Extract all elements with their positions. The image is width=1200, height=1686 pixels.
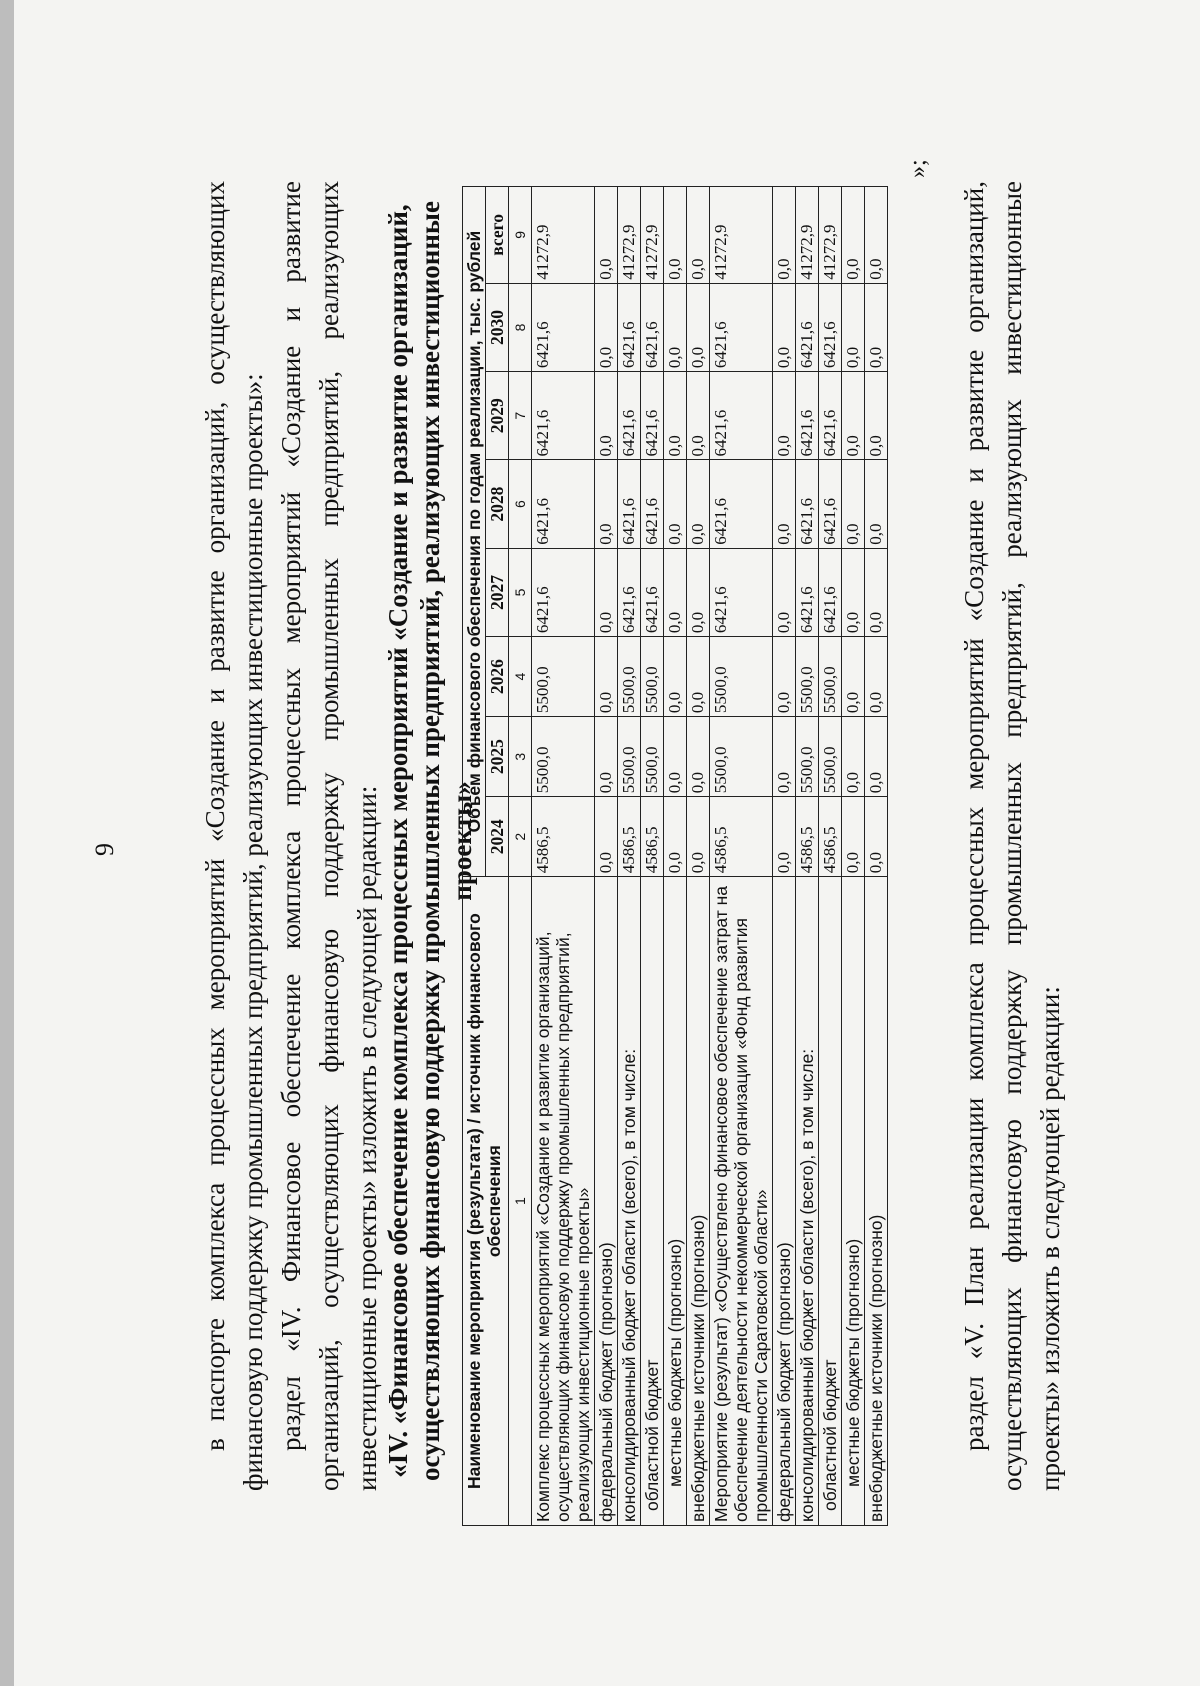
intro-paragraph-1: в паспорте комплекса процессных мероприятий «Создание и развитие организаций, осуществляющих финансовую поддержку промышленных предприятий, реализующих инвестиционные проекты»: [200,181,268,1491]
financing-table [462,186,888,1526]
col-header-year: 2026 [486,637,509,717]
col-header-year: 2027 [486,548,509,636]
row-label: консолидированный бюджет области (всего), в том числе: [796,877,819,1526]
value-cell: 41272,9 [710,187,773,284]
value-cell: 41272,9 [796,187,819,284]
page-number: 9 [90,843,119,856]
table-header-row [463,187,486,1526]
value-cell: 0,0 [595,283,618,371]
row-label: консолидированный бюджет области (всего), в том числе: [618,877,641,1526]
value-cell: 0,0 [773,717,796,797]
value-cell: 0,0 [773,187,796,284]
value-cell: 6421,6 [796,372,819,460]
col-header-year: 2025 [486,717,509,797]
value-cell: 0,0 [842,797,865,877]
value-cell: 0,0 [595,797,618,877]
table-index-row [509,187,532,1526]
value-cell: 0,0 [664,460,687,548]
value-cell: 0,0 [842,283,865,371]
closing-quote: »; [905,159,931,178]
value-cell: 0,0 [687,637,710,717]
value-cell: 0,0 [865,187,888,284]
value-cell: 5500,0 [618,637,641,717]
value-cell: 6421,6 [532,548,595,636]
value-cell: 6421,6 [618,372,641,460]
value-cell: 41272,9 [532,187,595,284]
index-cell: 9 [509,187,532,284]
value-cell: 6421,6 [532,283,595,371]
value-cell: 0,0 [687,460,710,548]
value-cell: 0,0 [773,460,796,548]
value-cell: 4586,5 [819,797,842,877]
value-cell: 0,0 [664,637,687,717]
table-row [641,187,664,1526]
value-cell: 6421,6 [641,548,664,636]
value-cell: 0,0 [865,283,888,371]
value-cell: 4586,5 [710,797,773,877]
value-cell: 0,0 [865,372,888,460]
value-cell: 6421,6 [641,372,664,460]
value-cell: 6421,6 [710,460,773,548]
value-cell: 0,0 [773,283,796,371]
value-cell: 6421,6 [710,548,773,636]
value-cell: 5500,0 [641,717,664,797]
row-label: местные бюджеты (прогнозно) [664,877,687,1526]
value-cell: 5500,0 [710,637,773,717]
outro-text [955,181,1069,1491]
index-cell: 7 [509,372,532,460]
value-cell: 0,0 [664,797,687,877]
table-body [509,187,888,1526]
value-cell: 0,0 [773,548,796,636]
section-heading-line-2: осуществляющих финансовую поддержку промышленных предприятий, реализующих инвестиционные проекты» [415,201,477,1481]
row-label: областной бюджет [819,877,842,1526]
index-cell: 5 [509,548,532,636]
value-cell: 5500,0 [532,717,595,797]
value-cell: 41272,9 [641,187,664,284]
value-cell: 6421,6 [710,283,773,371]
value-cell: 0,0 [664,717,687,797]
value-cell: 0,0 [773,797,796,877]
value-cell: 0,0 [687,797,710,877]
value-cell: 0,0 [664,372,687,460]
intro-paragraph-2: раздел «IV. Финансовое обеспечение комплекса процессных мероприятий «Создание и развитие организаций, осуществляющих финансовую поддержку промышленных предприятий, реализующих инвестиционные проекты» изложить в следующей редакции: [276,181,382,1491]
value-cell: 4586,5 [618,797,641,877]
section-heading-line-1: «IV. «Финансовое обеспечение комплекса процессных мероприятий «Создание и развитие организаций, [383,204,413,1478]
table-row [532,187,595,1526]
table-row [773,187,796,1526]
row-label: местные бюджеты (прогнозно) [842,877,865,1526]
value-cell: 0,0 [595,372,618,460]
value-cell: 4586,5 [641,797,664,877]
value-cell: 0,0 [865,548,888,636]
value-cell: 6421,6 [796,283,819,371]
value-cell: 0,0 [842,717,865,797]
row-label: Комплекс процессных мероприятий «Создание и развитие организаций, осуществляющих финансовую поддержку промышленных предприятий, реализующих инвестиционные проекты» [532,877,595,1526]
value-cell: 5500,0 [819,717,842,797]
table-row [687,187,710,1526]
value-cell: 0,0 [595,717,618,797]
value-cell: 5500,0 [641,637,664,717]
value-cell: 6421,6 [796,460,819,548]
col-header-year: 2030 [486,283,509,371]
value-cell: 6421,6 [819,460,842,548]
row-label: внебюджетные источники (прогнозно) [687,877,710,1526]
value-cell: 5500,0 [532,637,595,717]
value-cell: 0,0 [595,637,618,717]
row-label: областной бюджет [641,877,664,1526]
value-cell: 0,0 [664,283,687,371]
index-cell: 8 [509,283,532,371]
value-cell: 5500,0 [819,637,842,717]
value-cell: 4586,5 [532,797,595,877]
value-cell: 0,0 [687,283,710,371]
value-cell: 0,0 [865,717,888,797]
value-cell: 5500,0 [618,717,641,797]
value-cell: 5500,0 [796,637,819,717]
value-cell: 6421,6 [618,548,641,636]
table-row [865,187,888,1526]
value-cell: 0,0 [595,548,618,636]
value-cell: 0,0 [842,372,865,460]
value-cell: 6421,6 [641,283,664,371]
value-cell: 6421,6 [710,372,773,460]
col-header-year: 2024 [486,797,509,877]
value-cell: 0,0 [865,797,888,877]
table-row [664,187,687,1526]
row-label: внебюджетные источники (прогнозно) [865,877,888,1526]
value-cell: 5500,0 [796,717,819,797]
value-cell: 0,0 [842,637,865,717]
row-label: Мероприятие (результат) «Осуществлено финансовое обеспечение затрат на обеспечение деятельности некоммерческой организации «Фонд развития промышленности Саратовской области» [710,877,773,1526]
value-cell: 5500,0 [710,717,773,797]
value-cell: 0,0 [687,548,710,636]
value-cell: 0,0 [773,372,796,460]
value-cell: 6421,6 [532,372,595,460]
value-cell: 6421,6 [532,460,595,548]
col-header-year: всего [486,187,509,284]
col-header-year: 2028 [486,460,509,548]
table-row [618,187,641,1526]
table-row [796,187,819,1526]
intro-text [196,181,386,1491]
value-cell: 0,0 [842,548,865,636]
index-cell: 4 [509,637,532,717]
value-cell: 0,0 [595,460,618,548]
table-row [819,187,842,1526]
value-cell: 6421,6 [796,548,819,636]
value-cell: 0,0 [773,637,796,717]
value-cell: 4586,5 [796,797,819,877]
outro-paragraph: раздел «V. План реализации комплекса процессных мероприятий «Создание и развитие организаций, осуществляющих финансовую поддержку промышленных предприятий, реализующих инвестиционные проекты» изложить в следующей редакции: [959,181,1065,1491]
value-cell: 41272,9 [618,187,641,284]
value-cell: 0,0 [842,187,865,284]
value-cell: 0,0 [664,187,687,284]
value-cell: 6421,6 [819,548,842,636]
value-cell: 6421,6 [641,460,664,548]
value-cell: 0,0 [687,717,710,797]
value-cell: 0,0 [865,637,888,717]
value-cell: 41272,9 [819,187,842,284]
value-cell: 0,0 [865,460,888,548]
row-label: федеральный бюджет (прогнозно) [595,877,618,1526]
value-cell: 0,0 [687,187,710,284]
index-cell: 3 [509,717,532,797]
value-cell: 6421,6 [618,460,641,548]
value-cell: 0,0 [595,187,618,284]
value-cell: 6421,6 [819,283,842,371]
table-row [842,187,865,1526]
value-cell: 0,0 [664,548,687,636]
col-header-year: 2029 [486,372,509,460]
index-cell: 2 [509,797,532,877]
col-header-name: Наименование мероприятия (результата) / источник финансового обеспечения [463,877,509,1526]
value-cell: 0,0 [687,372,710,460]
value-cell: 0,0 [842,460,865,548]
table-row [710,187,773,1526]
index-cell: 1 [509,877,532,1526]
col-header-volume: Объем финансового обеспечения по годам реализации, тыс. рублей [463,187,486,877]
table-row [595,187,618,1526]
value-cell: 6421,6 [819,372,842,460]
value-cell: 6421,6 [618,283,641,371]
row-label: федеральный бюджет (прогнозно) [773,877,796,1526]
index-cell: 6 [509,460,532,548]
